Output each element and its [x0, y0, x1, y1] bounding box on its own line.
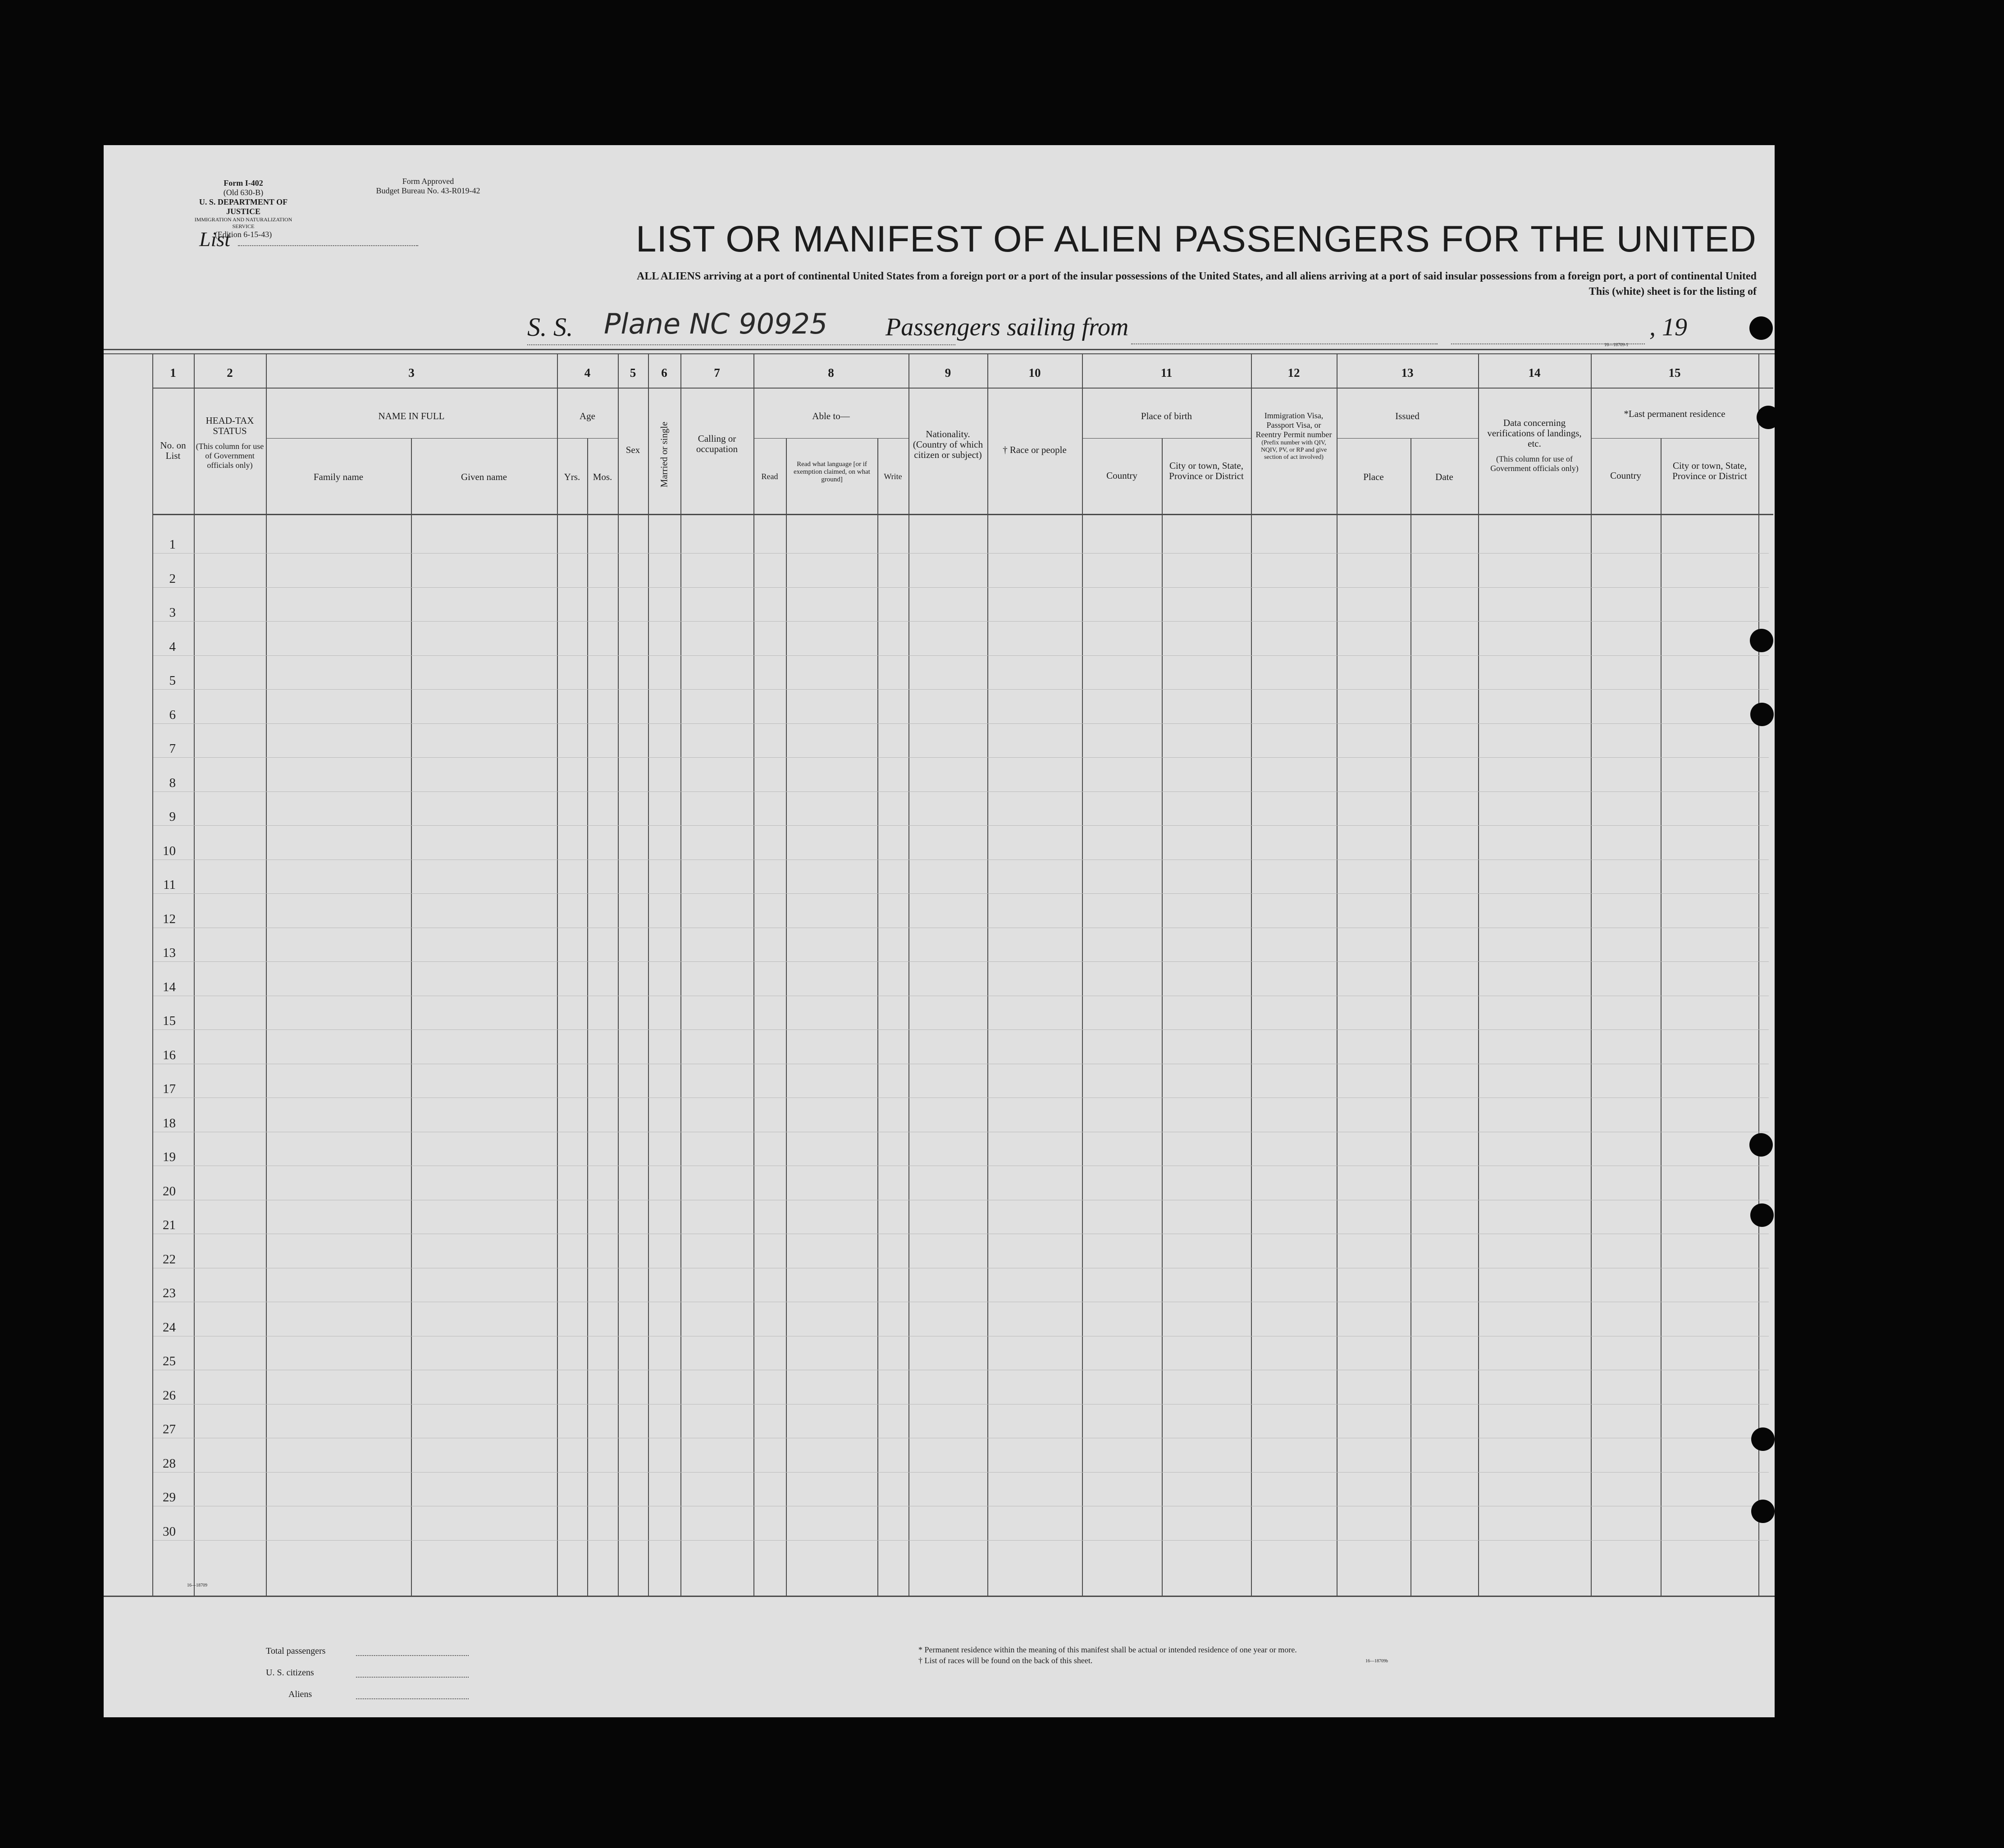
print-code-top: 16—18709-1 [1604, 343, 1629, 348]
row-number: 28 [163, 1456, 176, 1471]
hdr-sex: Sex [625, 444, 640, 455]
subtitle-line2: This (white) sheet is for the listing of [1589, 286, 1757, 297]
total-passengers-label: Total passengers [266, 1646, 326, 1656]
form-service: IMMIGRATION AND NATURALIZATION SERVICE [194, 216, 292, 229]
form-old: (Old 630-B) [223, 188, 264, 197]
hdr-last-residence: *Last permanent residence [1624, 408, 1726, 419]
hdr-calling: Calling or occupation [696, 433, 738, 454]
vessel-name-handwritten: Plane NC 90925 [604, 307, 828, 340]
table-row [153, 723, 1769, 724]
table-bottom-rule [104, 1596, 1775, 1597]
sailing-label: Passengers sailing from [886, 313, 1129, 341]
table-row [153, 791, 1769, 792]
binder-hole [1749, 316, 1773, 340]
table-row [153, 825, 1769, 826]
hdr-visa: Immigration Visa, Passport Visa, or Reentry Permit number [1255, 411, 1332, 439]
row-number: 8 [169, 775, 176, 790]
row-number: 11 [163, 878, 176, 892]
table-row [153, 587, 1769, 588]
row-number: 16 [163, 1048, 176, 1062]
year-label: , 19 [1649, 313, 1687, 341]
row-number: 9 [169, 810, 176, 824]
binder-hole [1751, 1500, 1775, 1523]
colnum-rule [153, 388, 1773, 389]
footnote-star: * Permanent residence within the meaning of this manifest shall be actual or intended residence of one year or more. [918, 1645, 1297, 1654]
colnum-2: 2 [227, 366, 233, 380]
colnum-4: 4 [584, 366, 591, 380]
us-citizens-label: U. S. citizens [266, 1668, 314, 1678]
binder-hole [1750, 1203, 1774, 1227]
total-passengers-field[interactable] [356, 1655, 469, 1656]
hdr-name-in-full: NAME IN FULL [378, 411, 445, 421]
footnote-dagger: † List of races will be found on the back of this sheet. [918, 1656, 1093, 1665]
hdr-married: Married or single [658, 421, 670, 488]
hdr-city: City or town, State, Province or District [1169, 460, 1244, 481]
us-citizens-field[interactable] [356, 1677, 469, 1678]
hdr-head-tax: HEAD-TAX STATUS [205, 415, 254, 436]
binder-hole [1757, 406, 1780, 429]
hdr-given-name: Given name [461, 471, 507, 482]
colnum-6: 6 [661, 366, 667, 380]
form-approved: Form Approved [402, 177, 454, 186]
page-title: LIST OR MANIFEST OF ALIEN PASSENGERS FOR THE UNITED [635, 219, 1757, 260]
row-number: 21 [163, 1218, 176, 1232]
binder-hole [1750, 703, 1774, 726]
table-row [153, 689, 1769, 690]
row-number: 1 [169, 537, 176, 552]
hdr-data-concerning: Data concerning verifications of landings, etc. [1487, 417, 1582, 449]
hdr-visa-note: (Prefix number with QIV, NQIV, PV, or RP and give section of act involved) [1260, 439, 1327, 461]
hdr-read-lang: Read what language [or if exemption claimed, on what ground] [794, 461, 870, 483]
hdr-yrs: Yrs. [564, 471, 580, 482]
row-number: 19 [163, 1150, 176, 1164]
binder-hole [1749, 1133, 1773, 1157]
table-row [153, 757, 1769, 758]
hdr-date: Date [1435, 471, 1453, 482]
print-code-left: 16—18709 [187, 1583, 207, 1588]
row-number: 17 [163, 1082, 176, 1096]
header-rule [153, 514, 1773, 515]
row-number: 10 [163, 843, 176, 858]
hdr-able-to: Able to— [812, 411, 850, 421]
table-row [153, 621, 1769, 622]
form-dept: U. S. DEPARTMENT OF JUSTICE [199, 197, 288, 216]
hdr-country: Country [1106, 470, 1137, 481]
hdr-data-note: (This column for use of Government officials only) [1490, 454, 1579, 473]
colnum-10: 10 [1028, 366, 1041, 380]
table-row [153, 893, 1769, 894]
subtitle-line1: ALL ALIENS arriving at a port of continental United States from a foreign port or a port of the insular possessions of the United States, and all aliens arriving at a port of said insular possessions from a foreign port, a port of continental United [637, 270, 1757, 282]
row-number: 13 [163, 946, 176, 960]
row-number: 15 [163, 1014, 176, 1028]
row-number: 4 [169, 639, 176, 654]
binder-hole [1750, 629, 1773, 652]
hdr-no-on-list: No. on List [160, 440, 186, 461]
form-edition: (Edition 6-15-43) [215, 230, 272, 239]
list-label: List [199, 228, 231, 251]
table-row [153, 655, 1769, 656]
colnum-11: 11 [1160, 366, 1173, 380]
hdr-nationality: Nationality. (Country of which citizen or subject) [913, 429, 983, 460]
hdr-country2: Country [1610, 470, 1641, 481]
hdr-race: † Race or people [1003, 444, 1067, 455]
sailing-from-field[interactable] [1131, 343, 1438, 344]
manifest-sheet [104, 145, 1775, 1717]
colnum-5: 5 [630, 366, 636, 380]
ss-label: S. S. [527, 312, 573, 342]
hdr-city2: City or town, State, Province or District [1672, 460, 1747, 481]
colnum-9: 9 [945, 366, 951, 380]
table-row [153, 1029, 1769, 1030]
hdr-place: Place [1363, 471, 1384, 482]
form-budget: Budget Bureau No. 43-R019-42 [376, 186, 480, 195]
hdr-head-tax-note: (This column for use of Government officials only) [196, 442, 264, 470]
colnum-7: 7 [714, 366, 720, 380]
table-row [153, 1540, 1769, 1541]
row-number: 7 [169, 741, 176, 756]
table-top-rule [104, 349, 1775, 350]
form-id: Form I-402 [224, 178, 263, 188]
colnum-13: 13 [1401, 366, 1414, 380]
list-number-field[interactable] [238, 245, 418, 246]
row-number: 5 [169, 673, 176, 688]
row-number: 14 [163, 979, 176, 994]
colnum-14: 14 [1528, 366, 1541, 380]
row-number: 29 [163, 1490, 176, 1505]
footnote-code: 16—18709b [1365, 1659, 1388, 1664]
row-number: 6 [169, 707, 176, 722]
aliens-field[interactable] [356, 1698, 469, 1699]
colnum-3: 3 [408, 366, 415, 380]
hdr-family-name: Family name [313, 471, 364, 482]
table-row [153, 1472, 1769, 1473]
colnum-8: 8 [828, 366, 834, 380]
hdr-place-of-birth: Place of birth [1141, 411, 1192, 421]
colnum-12: 12 [1287, 366, 1300, 380]
row-number: 23 [163, 1286, 176, 1300]
colnum-15: 15 [1668, 366, 1681, 380]
row-number: 2 [169, 571, 176, 586]
row-number: 24 [163, 1320, 176, 1335]
row-number: 3 [169, 605, 176, 620]
hdr-write: Write [884, 472, 902, 481]
hdr-age: Age [580, 411, 595, 421]
row-number: 20 [163, 1184, 176, 1198]
colnum-1: 1 [170, 366, 176, 380]
hdr-read: Read [761, 472, 778, 481]
binder-hole [1751, 1427, 1775, 1451]
aliens-label: Aliens [288, 1689, 312, 1699]
row-number: 27 [163, 1422, 176, 1436]
row-number: 22 [163, 1252, 176, 1267]
row-number: 18 [163, 1116, 176, 1130]
row-number: 30 [163, 1524, 176, 1539]
vessel-field[interactable] [527, 344, 955, 345]
hdr-mos: Mos. [593, 471, 612, 482]
table-top-rule-2 [104, 353, 1775, 354]
row-number: 25 [163, 1354, 176, 1368]
row-number: 26 [163, 1388, 176, 1403]
table-row [153, 961, 1769, 962]
hdr-issued: Issued [1395, 411, 1420, 421]
row-number: 12 [163, 911, 176, 926]
